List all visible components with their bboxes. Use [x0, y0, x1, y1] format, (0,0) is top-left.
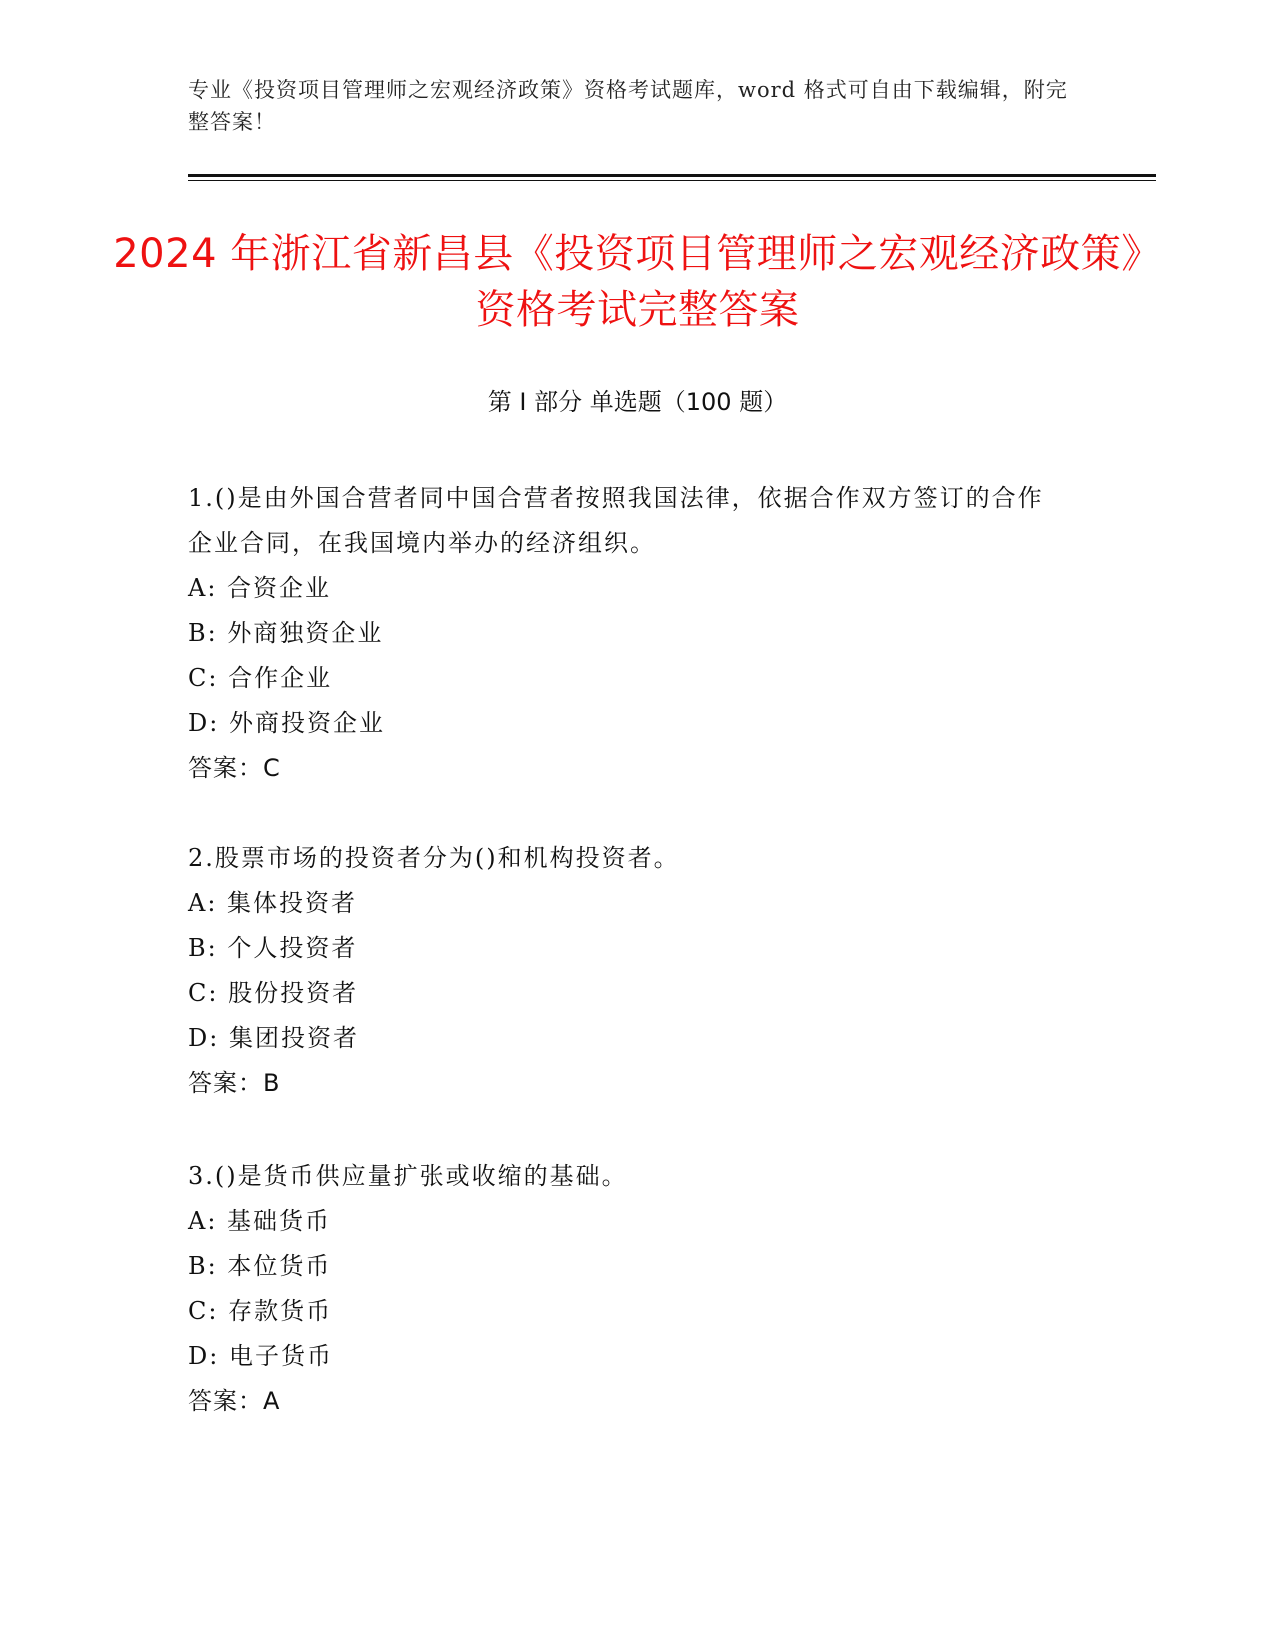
- option-d: D: 电子货币: [188, 1342, 333, 1370]
- header-note: 专业《投资项目管理师之宏观经济政策》资格考试题库，word 格式可自由下载编辑，附完整答案！: [188, 78, 1068, 134]
- section-heading: 第 I 部分 单选题（100 题）: [487, 388, 788, 416]
- question-stem: 3.()是货币供应量扩张或收缩的基础。: [188, 1162, 628, 1190]
- header-divider-thick: [188, 174, 1156, 177]
- option-a: A: 合资企业: [188, 574, 332, 602]
- option-d: D: 集团投资者: [188, 1024, 359, 1052]
- question-stem: 1.()是由外国合营者同中国合营者按照我国法律，依据合作双方签订的合作企业合同，在我国境内举办的经济组织。: [188, 484, 1044, 557]
- option-a: A: 集体投资者: [188, 889, 358, 917]
- option-c: C: 股份投资者: [188, 979, 359, 1007]
- page-title: 2024 年浙江省新昌县《投资项目管理师之宏观经济政策》资格考试完整答案: [113, 231, 1162, 333]
- option-b: B: 本位货币: [188, 1252, 332, 1280]
- option-d: D: 外商投资企业: [188, 709, 385, 737]
- answer-label: 答案：B: [188, 1069, 281, 1097]
- option-c: C: 合作企业: [188, 664, 333, 692]
- answer-label: 答案：C: [188, 754, 281, 782]
- question-block: [188, 1154, 1068, 1424]
- question-stem: 2.股票市场的投资者分为()和机构投资者。: [188, 844, 680, 872]
- option-c: C: 存款货币: [188, 1297, 333, 1325]
- answer-label: 答案：A: [188, 1387, 281, 1415]
- option-b: B: 个人投资者: [188, 934, 358, 962]
- question-block: [188, 476, 1068, 791]
- question-block: [188, 836, 1068, 1106]
- option-a: A: 基础货币: [188, 1207, 332, 1235]
- header-divider-thin: [188, 180, 1156, 181]
- option-b: B: 外商独资企业: [188, 619, 384, 647]
